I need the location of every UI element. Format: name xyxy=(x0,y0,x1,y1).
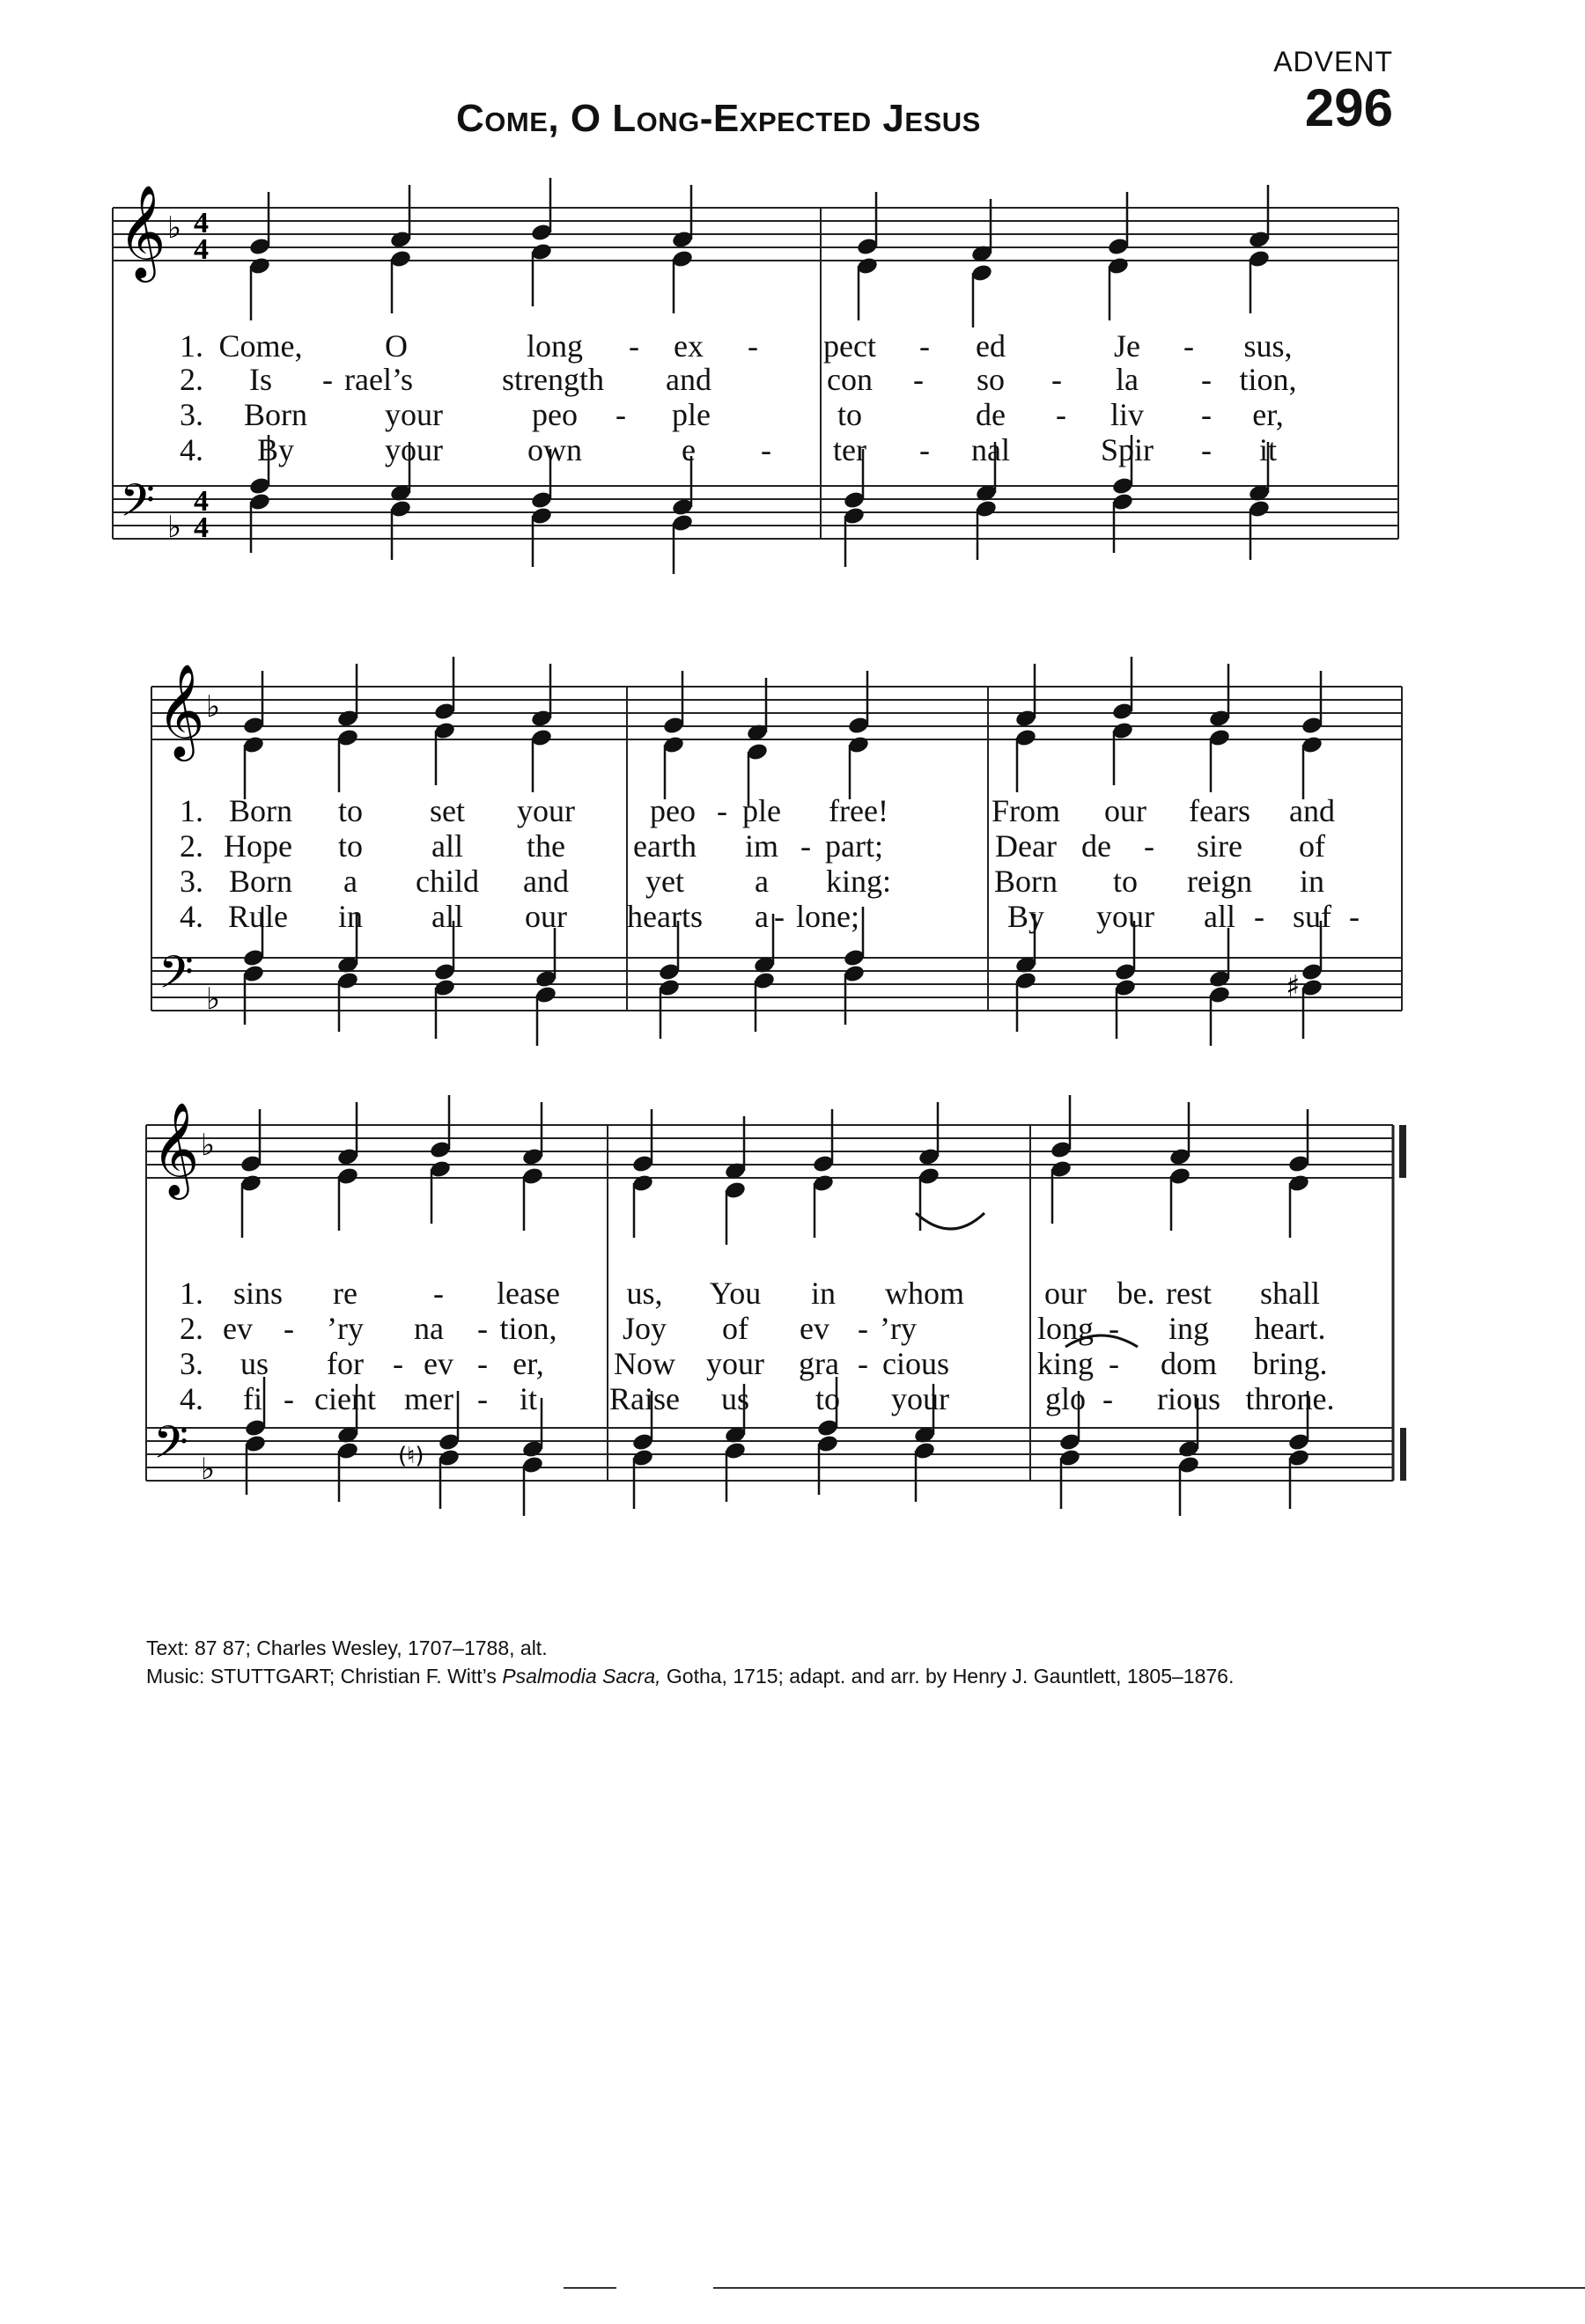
hyphen: - xyxy=(477,1381,488,1416)
hyphen: - xyxy=(1201,362,1212,397)
key-flat: ♭ xyxy=(201,1128,216,1163)
syllable: ple xyxy=(672,397,711,432)
syllable: peo xyxy=(532,397,578,432)
syllable: your xyxy=(706,1346,764,1381)
syllable: part; xyxy=(825,828,883,864)
hyphen: - xyxy=(1349,899,1360,934)
syllable: for xyxy=(327,1346,364,1381)
bass-clef: 𝄢 xyxy=(153,1416,188,1480)
final-barline xyxy=(1400,1428,1406,1481)
hyphen: - xyxy=(477,1346,488,1381)
syllable: all xyxy=(1204,899,1235,934)
syllable: ing xyxy=(1168,1311,1210,1346)
hyphen: - xyxy=(913,362,924,397)
syllable: cient xyxy=(314,1381,376,1416)
music-source-title: Psalmodia Sacra, xyxy=(502,1665,661,1688)
syllable: earth xyxy=(633,828,697,864)
syllable: our xyxy=(1044,1276,1087,1311)
hyphen: - xyxy=(919,328,930,364)
hyphen: - xyxy=(748,328,758,364)
hyphen: - xyxy=(858,1346,868,1381)
syllable: bring. xyxy=(1252,1346,1328,1381)
verse-number: 4. xyxy=(180,1381,203,1416)
footer-rule xyxy=(564,2287,616,2289)
syllable: sire xyxy=(1197,828,1242,864)
verse-number: 3. xyxy=(180,397,203,432)
hyphen: - xyxy=(1201,397,1212,432)
syllable: er, xyxy=(512,1346,544,1381)
syllable: cious xyxy=(882,1346,949,1381)
syllable: re xyxy=(333,1276,358,1311)
hymn-title: Come, O Long-Expected Jesus xyxy=(456,97,981,140)
music-credit-suffix: Gotha, 1715; adapt. and arr. by Henry J. Gauntlett, 1805–1876. xyxy=(660,1665,1235,1688)
syllable: ev xyxy=(424,1346,453,1381)
syllable: to xyxy=(837,397,863,432)
verse-row xyxy=(0,396,1585,433)
syllable: child xyxy=(416,864,479,899)
music-system-2 xyxy=(0,651,1585,1074)
syllable: king xyxy=(1036,1346,1095,1381)
syllable: whom xyxy=(885,1276,964,1311)
verse-row xyxy=(0,1380,1585,1417)
verse-row xyxy=(0,898,1585,935)
syllable: a xyxy=(755,864,769,899)
syllable: ev xyxy=(800,1311,829,1346)
syllable: Hope xyxy=(224,828,292,864)
sharp-accidental: ♯ xyxy=(1286,969,1301,1004)
syllable: and xyxy=(1289,793,1335,828)
hyphen: - xyxy=(1144,828,1154,864)
syllable: glo xyxy=(1044,1381,1087,1416)
hyphen: - xyxy=(858,1311,868,1346)
slur xyxy=(916,1213,984,1229)
syllable: Come, xyxy=(218,328,303,364)
syllable: your xyxy=(385,397,443,432)
syllable: ’ry xyxy=(880,1311,917,1346)
syllable: shall xyxy=(1260,1276,1320,1311)
syllable: ’ry xyxy=(327,1311,364,1346)
syllable: dom xyxy=(1160,1346,1218,1381)
verse-number: 2. xyxy=(180,1311,203,1346)
syllable: ex xyxy=(674,328,704,364)
syllable: O xyxy=(385,328,408,364)
treble-clef: 𝄞 xyxy=(157,663,205,757)
syllable: im xyxy=(744,828,779,864)
footer-rule xyxy=(713,2287,1585,2289)
treble-clef: 𝄞 xyxy=(151,1101,200,1195)
syllable: fears xyxy=(1189,793,1250,828)
hyphen: - xyxy=(1102,1381,1113,1416)
hyphen: - xyxy=(629,328,639,364)
syllable: ple xyxy=(742,793,781,828)
syllable: de xyxy=(976,397,1006,432)
syllable: peo xyxy=(650,793,696,828)
syllable: Born xyxy=(229,793,292,828)
syllable: of xyxy=(722,1311,748,1346)
syllable: Is xyxy=(249,362,272,397)
verse-number: 4. xyxy=(180,899,203,934)
syllable: in xyxy=(810,1276,837,1311)
hyphen: - xyxy=(1109,1346,1119,1381)
syllable: Raise xyxy=(609,1381,680,1416)
verse-row xyxy=(0,431,1585,468)
verse-number: 1. xyxy=(180,1276,203,1311)
syllable: mer xyxy=(404,1381,453,1416)
syllable: your xyxy=(517,793,575,828)
verse-row xyxy=(0,792,1585,829)
syllable: long xyxy=(526,328,584,364)
time-signature-top: 4 xyxy=(194,485,209,518)
syllable: set xyxy=(430,793,465,828)
final-barline xyxy=(1400,1125,1406,1178)
verse-row xyxy=(0,863,1585,900)
syllable: lease xyxy=(497,1276,560,1311)
hyphen: - xyxy=(761,432,771,467)
hyphen: - xyxy=(322,362,333,397)
key-flat: ♭ xyxy=(201,1452,216,1487)
bass-clef: 𝄢 xyxy=(120,474,155,538)
key-flat: ♭ xyxy=(206,689,221,724)
credits xyxy=(146,1634,1234,1690)
syllable: us, xyxy=(626,1276,663,1311)
syllable: your xyxy=(891,1381,949,1416)
syllable: liv xyxy=(1110,397,1145,432)
verse-number: 3. xyxy=(180,864,203,899)
syllable: all xyxy=(431,899,463,934)
syllable: our xyxy=(1104,793,1146,828)
syllable: hearts xyxy=(627,899,703,934)
hyphen: - xyxy=(1051,362,1062,397)
syllable: of xyxy=(1299,828,1325,864)
syllable: your xyxy=(1096,899,1154,934)
syllable: From xyxy=(991,793,1061,828)
natural-accidental: (♮) xyxy=(398,1443,424,1469)
verse-number: 2. xyxy=(180,828,203,864)
syllable: so xyxy=(976,362,1006,397)
syllable: tion, xyxy=(499,1311,557,1346)
syllable: Now xyxy=(614,1346,675,1381)
syllable: er, xyxy=(1252,397,1284,432)
syllable: ter xyxy=(833,432,866,467)
syllable: us xyxy=(240,1346,269,1381)
syllable: na xyxy=(414,1311,444,1346)
hyphen: - xyxy=(284,1381,294,1416)
syllable: and xyxy=(523,864,569,899)
hyphen: - xyxy=(1056,397,1066,432)
syllable: heart. xyxy=(1254,1311,1326,1346)
bass-clef: 𝄢 xyxy=(158,945,194,1010)
verse-number: 1. xyxy=(180,793,203,828)
verse-row xyxy=(0,827,1585,864)
key-flat: ♭ xyxy=(206,982,221,1017)
key-flat: ♭ xyxy=(167,210,182,246)
hyphen: - xyxy=(477,1311,488,1346)
music-credit xyxy=(146,1662,1234,1690)
syllable: con xyxy=(827,362,873,397)
syllable: Je xyxy=(1114,328,1140,364)
verse-row xyxy=(0,1310,1585,1347)
syllable: Born xyxy=(229,864,292,899)
syllable: king: xyxy=(825,864,892,899)
verse-number: 4. xyxy=(180,432,203,467)
syllable: us xyxy=(720,1381,750,1416)
time-signature-bottom: 4 xyxy=(194,233,209,266)
syllable: rest xyxy=(1166,1276,1212,1311)
time-signature-bottom: 4 xyxy=(194,511,209,544)
syllable: all xyxy=(431,828,463,864)
hyphen: - xyxy=(774,899,785,934)
hyphen: - xyxy=(717,793,727,828)
text-credit: Text: 87 87; Charles Wesley, 1707–1788, alt. xyxy=(146,1636,548,1659)
syllable: the xyxy=(527,828,565,864)
music-credit-prefix: Music: STUTTGART; Christian F. Witt’s xyxy=(146,1665,503,1688)
hyphen: - xyxy=(800,828,811,864)
treble-clef: 𝄞 xyxy=(118,184,166,278)
verse-number: 2. xyxy=(180,362,203,397)
music-system-1 xyxy=(0,176,1585,634)
syllable: to xyxy=(337,793,364,828)
syllable: and xyxy=(666,362,711,397)
syllable: fi xyxy=(243,1381,262,1416)
hyphen: - xyxy=(919,432,930,467)
syllable: to xyxy=(1112,864,1139,899)
syllable: a xyxy=(343,864,358,899)
syllable: your xyxy=(385,432,443,467)
syllable: rious xyxy=(1157,1381,1220,1416)
syllable: de xyxy=(1081,828,1111,864)
verse-row xyxy=(0,1275,1585,1312)
verse-row xyxy=(0,1345,1585,1382)
syllable: yet xyxy=(645,864,684,899)
verse-number: 3. xyxy=(180,1346,203,1381)
syllable: Joy xyxy=(622,1311,667,1346)
hyphen: - xyxy=(1109,1311,1119,1346)
syllable: lone; xyxy=(796,899,859,934)
hyphen: - xyxy=(1201,432,1212,467)
verse-row xyxy=(0,327,1585,364)
music-system-3 xyxy=(0,1090,1585,1618)
syllable: in xyxy=(1299,864,1325,899)
hyphen: - xyxy=(433,1276,444,1311)
syllable: gra xyxy=(799,1346,839,1381)
syllable: ed xyxy=(976,328,1006,364)
syllable: By xyxy=(1006,899,1045,934)
syllable: Dear xyxy=(995,828,1057,864)
syllable: reign xyxy=(1187,864,1252,899)
syllable: Born xyxy=(994,864,1058,899)
hyphen: - xyxy=(393,1346,403,1381)
syllable: suf xyxy=(1293,899,1331,934)
syllable: pect xyxy=(823,328,876,364)
syllable: be. xyxy=(1117,1276,1155,1311)
syllable: e xyxy=(682,432,696,467)
syllable: strength xyxy=(502,362,604,397)
syllable: nal xyxy=(971,432,1010,467)
syllable: it xyxy=(519,1381,538,1416)
time-signature-top: 4 xyxy=(194,207,209,239)
syllable: our xyxy=(525,899,567,934)
syllable: in xyxy=(337,899,364,934)
syllable: Born xyxy=(244,397,307,432)
syllable: rael’s xyxy=(344,362,413,397)
hyphen: - xyxy=(1254,899,1264,934)
hyphen: - xyxy=(284,1311,294,1346)
key-flat: ♭ xyxy=(167,510,182,545)
verse-row xyxy=(0,361,1585,398)
syllable: sins xyxy=(232,1276,284,1311)
syllable: ev xyxy=(223,1311,253,1346)
syllable: sus, xyxy=(1243,328,1293,364)
syllable: Spir xyxy=(1100,432,1154,467)
verse-number: 1. xyxy=(180,328,203,364)
syllable: By xyxy=(256,432,295,467)
syllable: You xyxy=(709,1276,762,1311)
syllable: it xyxy=(1258,432,1278,467)
section-label: ADVENT xyxy=(1273,46,1393,77)
syllable: a xyxy=(755,899,769,934)
hyphen: - xyxy=(1183,328,1194,364)
syllable: Rule xyxy=(228,899,288,934)
syllable: tion, xyxy=(1239,362,1297,397)
syllable: to xyxy=(337,828,364,864)
syllable: la xyxy=(1116,362,1139,397)
hyphen: - xyxy=(616,397,626,432)
syllable: long xyxy=(1036,1311,1095,1346)
syllable: to xyxy=(815,1381,841,1416)
syllable: free! xyxy=(829,793,888,828)
hymn-number: 296 xyxy=(1304,78,1393,137)
syllable: own xyxy=(527,432,582,467)
syllable: throne. xyxy=(1245,1381,1335,1416)
